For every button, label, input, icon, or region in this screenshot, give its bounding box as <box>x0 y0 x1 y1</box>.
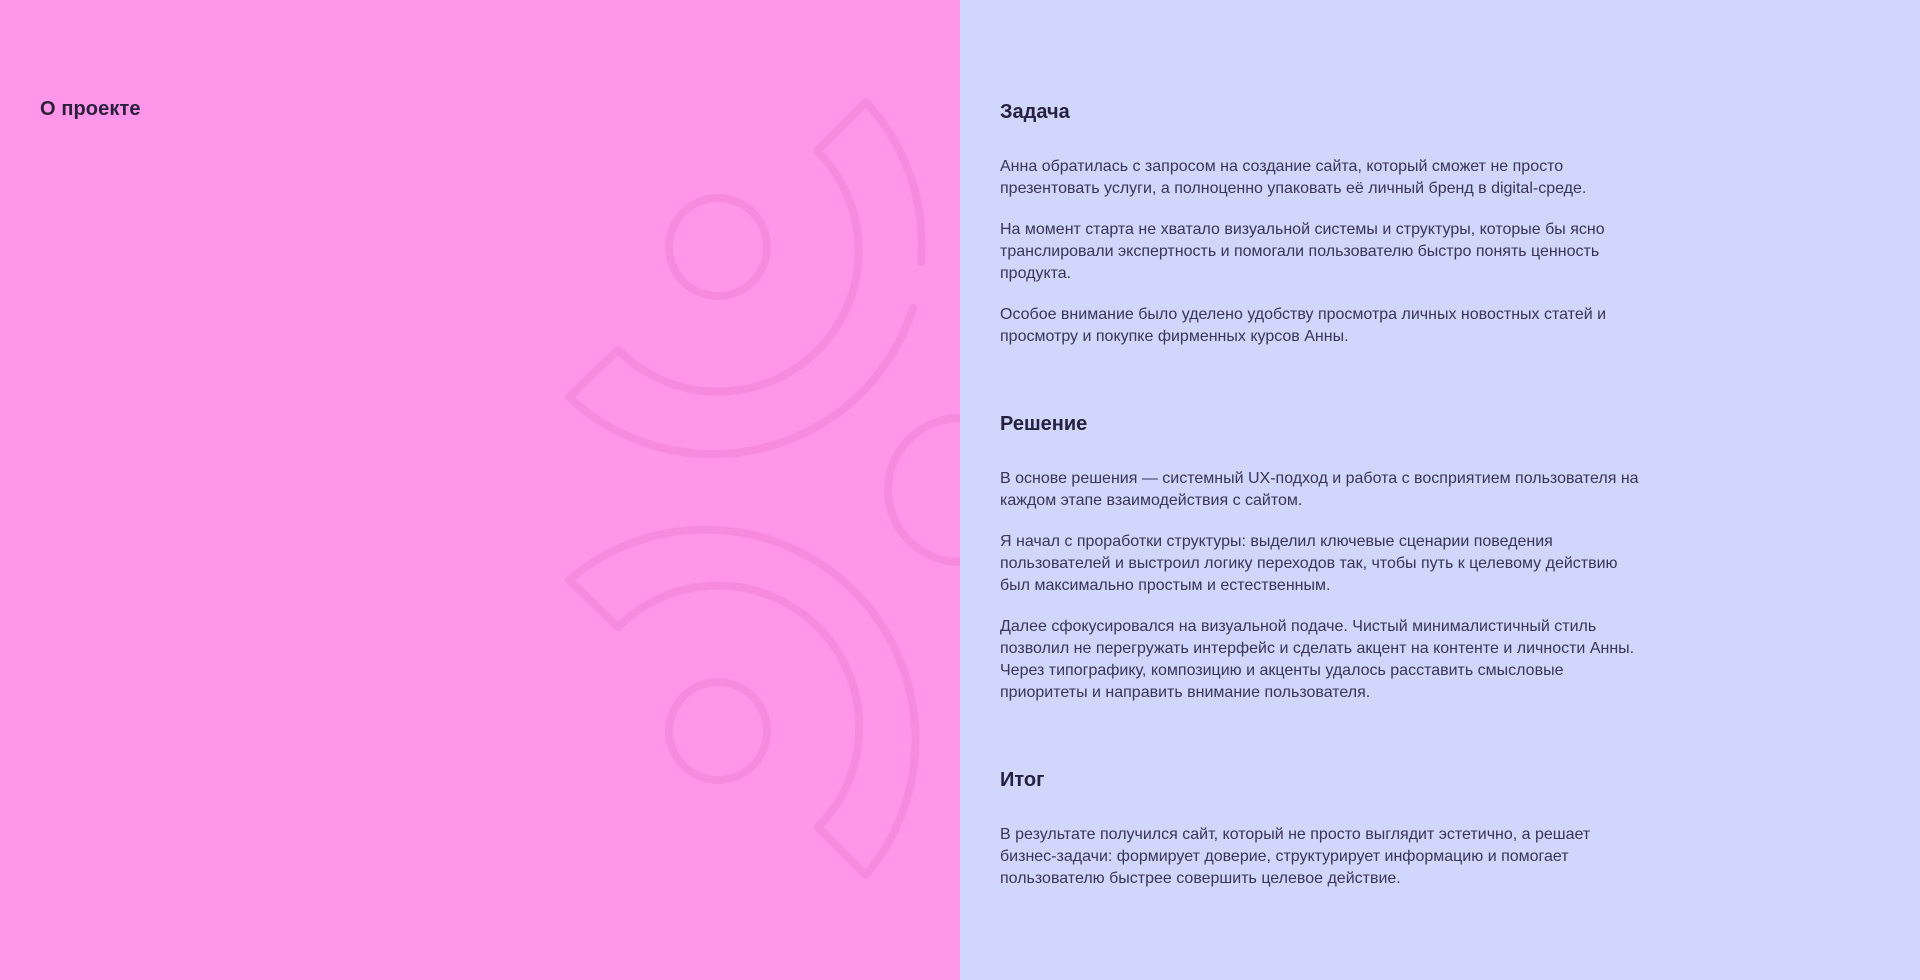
decor-arc-bottom-cap <box>818 827 866 875</box>
task-section <box>1000 98 1640 348</box>
decor-arc-right-edge <box>888 418 960 562</box>
section-title-solution: Решение <box>1000 413 1088 435</box>
task-paragraph: На момент старта не хватало визуальной системы и структуры, которые бы ясно транслировали экспертность и помогали пользователю быстро понять ценность продукта. <box>1000 221 1605 282</box>
decor-arc-top-cap <box>818 102 866 150</box>
decor-circle-bottom <box>669 682 767 780</box>
decor-arc-top-left-cap <box>569 350 618 397</box>
decor-arc-top-inner <box>618 152 859 392</box>
solution-paragraph: В основе решения — системный UX-подход и работа с восприятием пользователя на каждом этапе взаимодействия с сайтом. <box>1000 470 1639 509</box>
project-details <box>1000 98 1640 952</box>
task-paragraph: Особое внимание было уделено удобству просмотра личных новостных статей и просмотру и покупке фирменных курсов Анны. <box>1000 306 1607 345</box>
decor-arc-top-outer <box>866 102 922 262</box>
result-paragraph: В результате получился сайт, который не просто выглядит эстетично, а решает бизнес-задачи: формирует доверие, структурирует информацию и помогает пользователю быстрее совершить целевое действие. <box>1000 826 1591 887</box>
decor-arc-top-bottom <box>569 308 913 454</box>
decor-circle-top <box>669 198 767 296</box>
decor-arc-bottom-left-cap <box>569 580 618 627</box>
result-section <box>1000 766 1640 890</box>
solution-paragraph: Я начал с проработки структуры: выделил ключевые сценарии поведения пользователей и выстроил логику переходов так, чтобы путь к целевому действию был максимально простым и естественным. <box>1000 533 1618 594</box>
decor-arc-bottom-outer <box>569 530 915 875</box>
solution-paragraph: Далее сфокусировался на визуальной подаче. Чистый минималистичный стиль позволил не перегружать интерфейс и сделать акцент на контенте и личности Анны. Через типографику, композицию и акценты удалось расставить смысловые приоритеты и направить внимание пользователя. <box>1000 618 1635 701</box>
task-paragraph: Анна обратилась с запросом на создание сайта, который сможет не просто презентовать услуги, а полноценно упаковать её личный бренд в digital-среде. <box>1000 158 1587 197</box>
decor-arc-bottom-inner <box>618 586 859 827</box>
section-title-task: Задача <box>1000 101 1070 123</box>
details-panel <box>960 0 1920 980</box>
about-title: О проекте <box>40 98 141 120</box>
solution-section <box>1000 410 1640 704</box>
section-title-result: Итог <box>1000 769 1045 791</box>
